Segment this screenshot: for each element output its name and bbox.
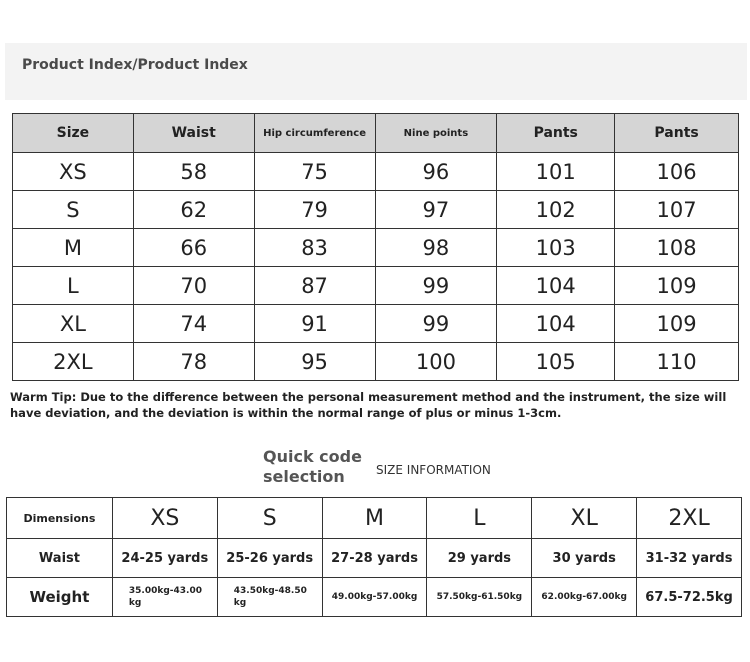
waist-cell: 27-28 yards xyxy=(322,539,427,578)
table-cell: 70 xyxy=(133,267,254,305)
table-row xyxy=(13,191,739,229)
page-title: Product Index/Product Index xyxy=(22,57,248,73)
weight-cell: 35.00kg-43.00 kg xyxy=(112,578,217,617)
table-cell: 101 xyxy=(497,153,615,191)
quick-code-title-line2: selection xyxy=(263,467,345,486)
column-header-pants: Pants xyxy=(497,114,615,153)
table-cell: 78 xyxy=(133,343,254,381)
quick-code-title-line1: Quick code xyxy=(263,447,362,466)
table-row xyxy=(13,343,739,381)
column-header-waist: Waist xyxy=(133,114,254,153)
table-cell: 99 xyxy=(375,305,497,343)
weight-cell: 49.00kg-57.00kg xyxy=(322,578,427,617)
table-cell: 97 xyxy=(375,191,497,229)
table-cell: M xyxy=(13,229,134,267)
table-cell: 58 xyxy=(133,153,254,191)
table-cell: S xyxy=(13,191,134,229)
weight-cell: 43.50kg-48.50 kg xyxy=(217,578,322,617)
table-cell: 91 xyxy=(254,305,375,343)
table-cell: 109 xyxy=(615,267,739,305)
table-cell: 102 xyxy=(497,191,615,229)
waist-cell: 30 yards xyxy=(532,539,637,578)
table-cell: 75 xyxy=(254,153,375,191)
table-cell: 104 xyxy=(497,305,615,343)
table-cell: 2XL xyxy=(13,343,134,381)
table-cell: 108 xyxy=(615,229,739,267)
waist-cell: 25-26 yards xyxy=(217,539,322,578)
table-cell: XS xyxy=(13,153,134,191)
column-header-nine-points: Nine points xyxy=(375,114,497,153)
size-cell: XL xyxy=(532,498,637,539)
waist-cell: 29 yards xyxy=(427,539,532,578)
table-cell: 95 xyxy=(254,343,375,381)
size-cell: 2XL xyxy=(637,498,742,539)
table-cell: 87 xyxy=(254,267,375,305)
table-cell: 110 xyxy=(615,343,739,381)
table-cell: 109 xyxy=(615,305,739,343)
weight-cell: 67.5-72.5kg xyxy=(637,578,742,617)
table-cell: XL xyxy=(13,305,134,343)
size-cell: S xyxy=(217,498,322,539)
table-cell: 79 xyxy=(254,191,375,229)
table-cell: 66 xyxy=(133,229,254,267)
table-row xyxy=(13,229,739,267)
table-cell: 100 xyxy=(375,343,497,381)
size-information-label: SIZE INFORMATION xyxy=(376,463,491,477)
warm-tip-text: Warm Tip: Due to the difference between the personal measurement method and the instrument, the size will have deviation, and the deviation is within the normal range of plus or minus 1-3cm. xyxy=(10,390,727,420)
size-table xyxy=(12,113,739,381)
table-cell: 98 xyxy=(375,229,497,267)
size-cell: XS xyxy=(112,498,217,539)
waist-cell: 31-32 yards xyxy=(637,539,742,578)
weight-label: Weight xyxy=(7,578,113,617)
quick-code-table xyxy=(6,497,742,617)
dimensions-label: Dimensions xyxy=(7,498,113,539)
table-cell: 105 xyxy=(497,343,615,381)
column-header-pants-2: Pants xyxy=(615,114,739,153)
table-cell: 104 xyxy=(497,267,615,305)
table-cell: 83 xyxy=(254,229,375,267)
weight-cell: 62.00kg-67.00kg xyxy=(532,578,637,617)
column-header-size: Size xyxy=(13,114,134,153)
waist-cell: 24-25 yards xyxy=(112,539,217,578)
table-cell: 99 xyxy=(375,267,497,305)
table-cell: 96 xyxy=(375,153,497,191)
quick-table-size-row xyxy=(7,498,742,539)
column-header-hip: Hip circumference xyxy=(254,114,375,153)
table-cell: L xyxy=(13,267,134,305)
table-cell: 62 xyxy=(133,191,254,229)
table-row xyxy=(13,153,739,191)
waist-label: Waist xyxy=(7,539,113,578)
quick-table-waist-row xyxy=(7,539,742,578)
table-cell: 107 xyxy=(615,191,739,229)
weight-cell: 57.50kg-61.50kg xyxy=(427,578,532,617)
size-cell: M xyxy=(322,498,427,539)
table-row xyxy=(13,267,739,305)
table-cell: 74 xyxy=(133,305,254,343)
quick-code-title xyxy=(263,447,362,487)
size-cell: L xyxy=(427,498,532,539)
quick-table-weight-row xyxy=(7,578,742,617)
table-row xyxy=(13,305,739,343)
size-table-header-row xyxy=(13,114,739,153)
table-cell: 103 xyxy=(497,229,615,267)
table-cell: 106 xyxy=(615,153,739,191)
